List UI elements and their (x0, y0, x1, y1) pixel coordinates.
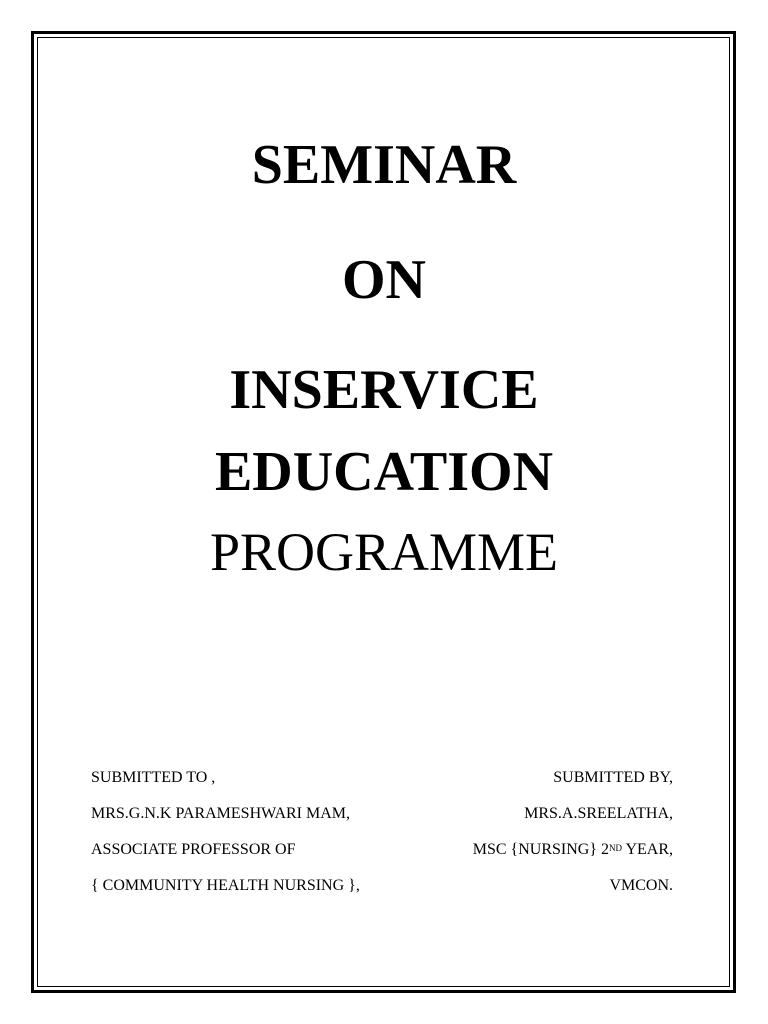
course-prefix: MSC {NURSING} 2 (472, 841, 610, 858)
submitted-to-department: { COMMUNITY HEALTH NURSING }, (91, 877, 360, 894)
title-on: ON (342, 249, 426, 311)
submitted-by-block (473, 768, 673, 912)
title-seminar: SEMINAR (251, 134, 517, 196)
title-inservice: INSERVICE (229, 359, 539, 421)
course-superscript: ND (609, 843, 623, 853)
title-programme: PROGRAMME (209, 522, 559, 582)
submitted-by-college: VMCON. (609, 877, 673, 894)
submitted-to-name: MRS.G.N.K PARAMESHWARI MAM, (91, 805, 351, 822)
title-education: EDUCATION (214, 441, 554, 503)
submitted-by-name: MRS.A.SREELATHA, (524, 805, 673, 822)
submitted-to-heading: SUBMITTED TO , (91, 769, 216, 786)
submitted-by-heading: SUBMITTED BY, (553, 769, 673, 786)
submitted-by-course (473, 840, 673, 860)
submitted-to-designation: ASSOCIATE PROFESSOR OF (91, 841, 296, 858)
course-suffix: YEAR, (622, 841, 673, 858)
submitted-to-block (91, 768, 360, 912)
